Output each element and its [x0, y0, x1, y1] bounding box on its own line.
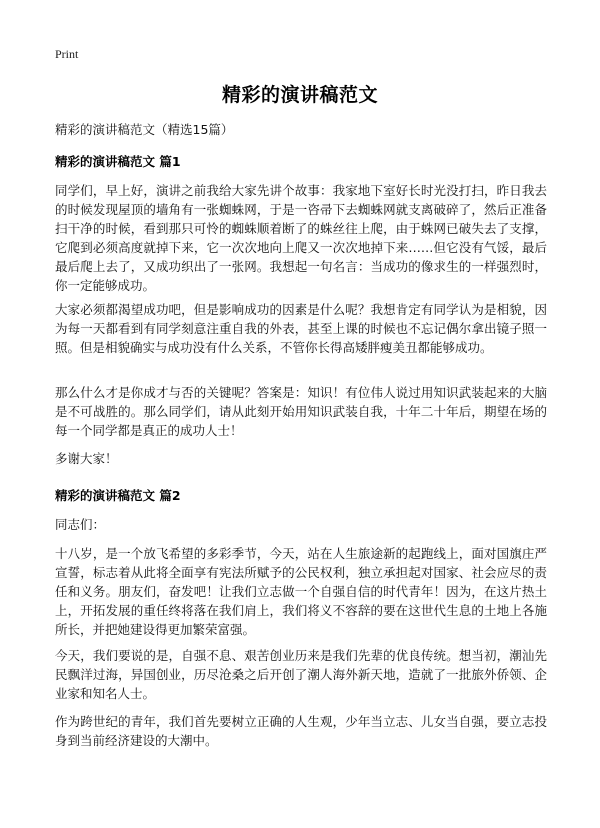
section-heading-2: 精彩的演讲稿范文 篇2	[55, 488, 181, 503]
section-2-paragraph-4: 作为跨世纪的青年，我们首先要树立正确的人生观，少年当立志、儿女当自强，要立志投身到当前经济建设的大潮中。	[55, 714, 547, 748]
section-1-paragraph-3: 那么什么才是你成才与否的关键呢？答案是：知识！有位伟人说过用知识武装起来的大脑是不可战胜的。那么同学们，请从此刻开始用知识武装自我，十年二十年后，期望在场的每一个同学都是真正的成功人士！	[55, 385, 547, 438]
section-1-paragraph-2: 大家必须都渴望成功吧，但是影响成功的因素是什么呢？我想肯定有同学认为是相貌，因为每一天都看到有同学刻意注重自我的外表，甚至上课的时候也不忘记偶尔拿出镜子照一照。但是相貌确实与成功没有什么关系，不管你长得高矮胖瘦美丑都能够成功。	[55, 302, 547, 355]
page-title: 精彩的演讲稿范文	[221, 84, 378, 106]
section-1-paragraph-4: 多谢大家！	[55, 451, 118, 466]
section-1-paragraph-1: 同学们，早上好，演讲之前我给大家先讲个故事：我家地下室好长时光没打扫，昨日我去的时候发现屋顶的墙角有一张蜘蛛网，于是一咨帚下去蜘蛛网就支离破碎了，然后正准备扫干净的时候，看到那只可怜的蜘蛛顺着断了的蛛丝往上爬，由于蛛网已破失去了支撑，它爬到必须高度就掉下来，它一次次地向上爬又一次次地掉下来……但它没有气馁，最后最后爬上去了，又成功织出了一张网。我想起一句名言：当成功的像求生的一样强烈时，你一定能够成功。	[55, 183, 547, 293]
page-subtitle: 精彩的演讲稿范文（精选15篇）	[55, 122, 234, 137]
print-link[interactable]: Print	[55, 47, 79, 61]
section-2-paragraph-3: 今天，我们要说的是，自强不息、艰苦创业历来是我们先辈的优良传统。想当初，潮汕先民飘洋过海，异国创业，历尽沧桑之后开创了潮人海外新天地，造就了一批旅外侨领、企业家和知名人士。	[55, 648, 547, 701]
section-2-paragraph-1: 同志们：	[55, 517, 106, 532]
section-heading-1: 精彩的演讲稿范文 篇1	[55, 154, 181, 169]
section-2-paragraph-2: 十八岁，是一个放飞希望的多彩季节，今天，站在人生旅途新的起跑线上，面对国旗庄严宣誓，标志着从此将全面享有宪法所赋予的公民权利，独立承担起对国家、社会应尽的责任和义务。朋友们，奋发吧！让我们立志做一个自强自信的时代青年！因为，在这片热土上，开拓发展的重任终将落在我们肩上，我们将义不容辞的要在这世代生息的土地上各施所长，并把她建设得更加繁荣富强。	[55, 546, 547, 637]
